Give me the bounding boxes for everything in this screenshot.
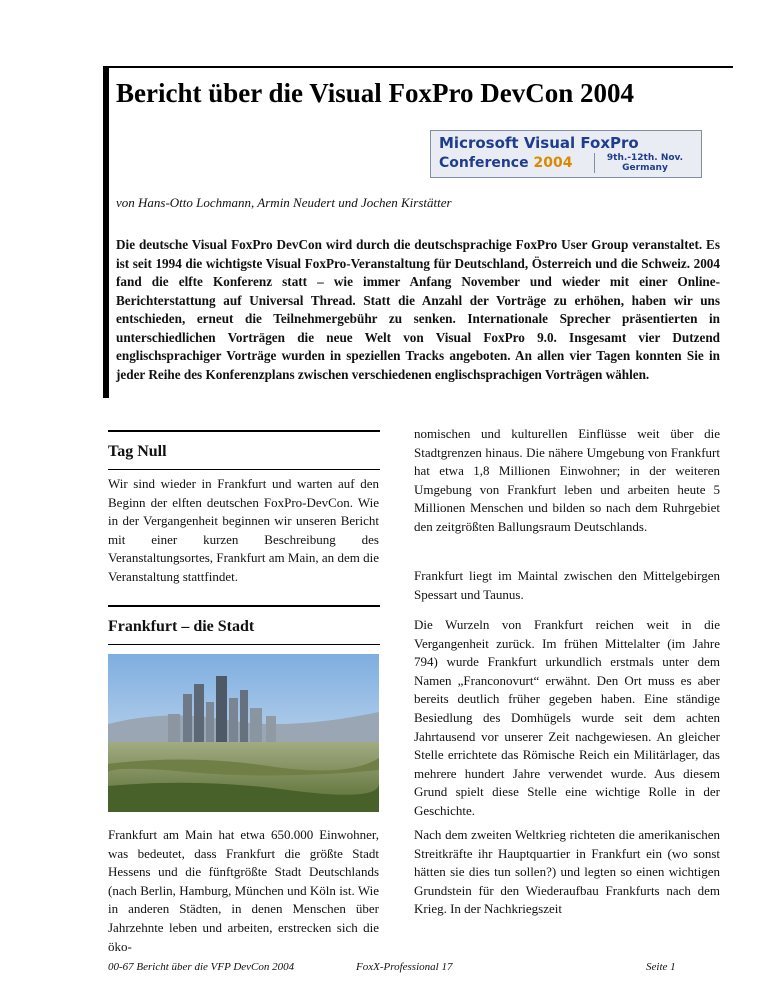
logo-conference-label: Conference (439, 155, 529, 171)
abstract: Die deutsche Visual FoxPro DevCon wird durch die deutschsprachige FoxPro User Group veranstaltet. Es ist seit 1994 die wichtigste Visual FoxPro-Veranstaltung für Deutschland, Österreich und die Schweiz. 2004 fand die elfte Konferenz statt – wie immer Anfang November und wieder mit einer Online-Berichterstattung auf Universal Thread. Statt die Anzahl der Vorträge zu erhöhen, haben wir uns entschieden, erneut die Teilnehmergebühr zu senken. Internationale Sprecher präsentierten in unterschiedlichen Vorträgen die neue Welt von Visual FoxPro 9.0. Insgesamt vier Dutzend englischsprachiger Vorträge wurden in speziellen Tracks angeboten. An allen vier Tagen konnten Sie in jeder Reihe des Konferenzplans zwischen verschiedenen englischsprachigen Vorträgen wählen. (116, 237, 720, 382)
frankfurt-skyline-photo (108, 654, 379, 812)
right-paragraph-4: Nach dem zweiten Weltkrieg richteten die amerikanischen Streitkräfte ihr Hauptquartier in Frankfurt ein (wo sonst hätten sie dies tun sollen?) und legten so einen wichtigen Grundstein für den Wiederaufbau Frankfurts nach dem Krieg. In der Nachkriegszeit (414, 827, 720, 917)
logo-dates (594, 153, 695, 173)
right-paragraph-2: Frankfurt liegt im Maintal zwischen den Mittelgebirgen Spessart und Taunus. (414, 568, 720, 602)
footer-article-ref: 00-67 Bericht über die VFP DevCon 2004 (108, 961, 295, 973)
logo-country: Germany (622, 163, 668, 173)
section-tag-null (108, 430, 380, 470)
logo-date-range: 9th.-12th. Nov. (606, 153, 684, 163)
logo-year: 2004 (533, 155, 573, 171)
right-paragraph-3: Die Wurzeln von Frankfurt reichen weit in die Vergangenheit zurück. Im frühen Mittelalter (im Jahre 794) wurde Frankfurt urkundlich erstmals unter dem Namen „Franconovurt“ erwähnt. Den Ort muss es aber bereits deutlich früher gegeben haben. Eine ständige Besiedlung des Domhügels wurde seit dem achten Jahrtausend vor unserer Zeit nachgewiesen. An gleicher Stelle errichtete das Römische Reich ein Militärlager, das mehrere hundert Jahre verwendet wurde. Aus diesem Grund spielt diese Stelle eine wichtige Rolle in der Geschichte. (414, 617, 720, 818)
page-title: Bericht über die Visual FoxPro DevCon 2004 (116, 78, 634, 108)
frankfurt-text: Frankfurt am Main hat etwa 650.000 Einwohner, was bedeutet, dass Frankfurt die größte Stadt Hessens und die fünftgrößte Stadt Deutschlands (nach Berlin, Hamburg, München und Köln ist. Wie in anderen Städten, in denen Menschen über Jahrzehnte leben und arbeiten, erstrecken sich die öko- (108, 827, 379, 954)
conference-logo (430, 130, 702, 178)
section-heading-tag-null: Tag Null (108, 432, 380, 470)
logo-conference-line (439, 155, 572, 171)
authors-line: von Hans-Otto Lochmann, Armin Neudert und Jochen Kirstätter (116, 195, 452, 210)
logo-product-name: Microsoft Visual FoxPro (439, 134, 639, 152)
tag-null-text: Wir sind wieder in Frankfurt und warten auf den Beginn der elften deutschen FoxPro-DevCon. Wie in der Vergangenheit beginnen wir unseren Bericht mit einer kurzen Beschreibung des Veranstaltungsortes, Frankfurt am Main, an dem die Veranstaltung stattfindet. (108, 476, 379, 584)
section-frankfurt (108, 605, 380, 645)
section-heading-frankfurt: Frankfurt – die Stadt (108, 607, 380, 645)
footer-page-number: Seite 1 (646, 961, 676, 973)
right-paragraph-1: nomischen und kulturellen Einflüsse weit über die Stadtgrenzen hinaus. Die nähere Umgebung von Frankfurt hat etwa 1,8 Millionen Einwohner; in der weiteren Umgebung von Frankfurt leben und arbeiten heute 5 Millionen Menschen und bilden so nach dem Ruhrgebiet den zeitgrößten Ballungsraum Deutschlands. (414, 426, 720, 534)
footer-publication: FoxX-Professional 17 (356, 961, 453, 973)
